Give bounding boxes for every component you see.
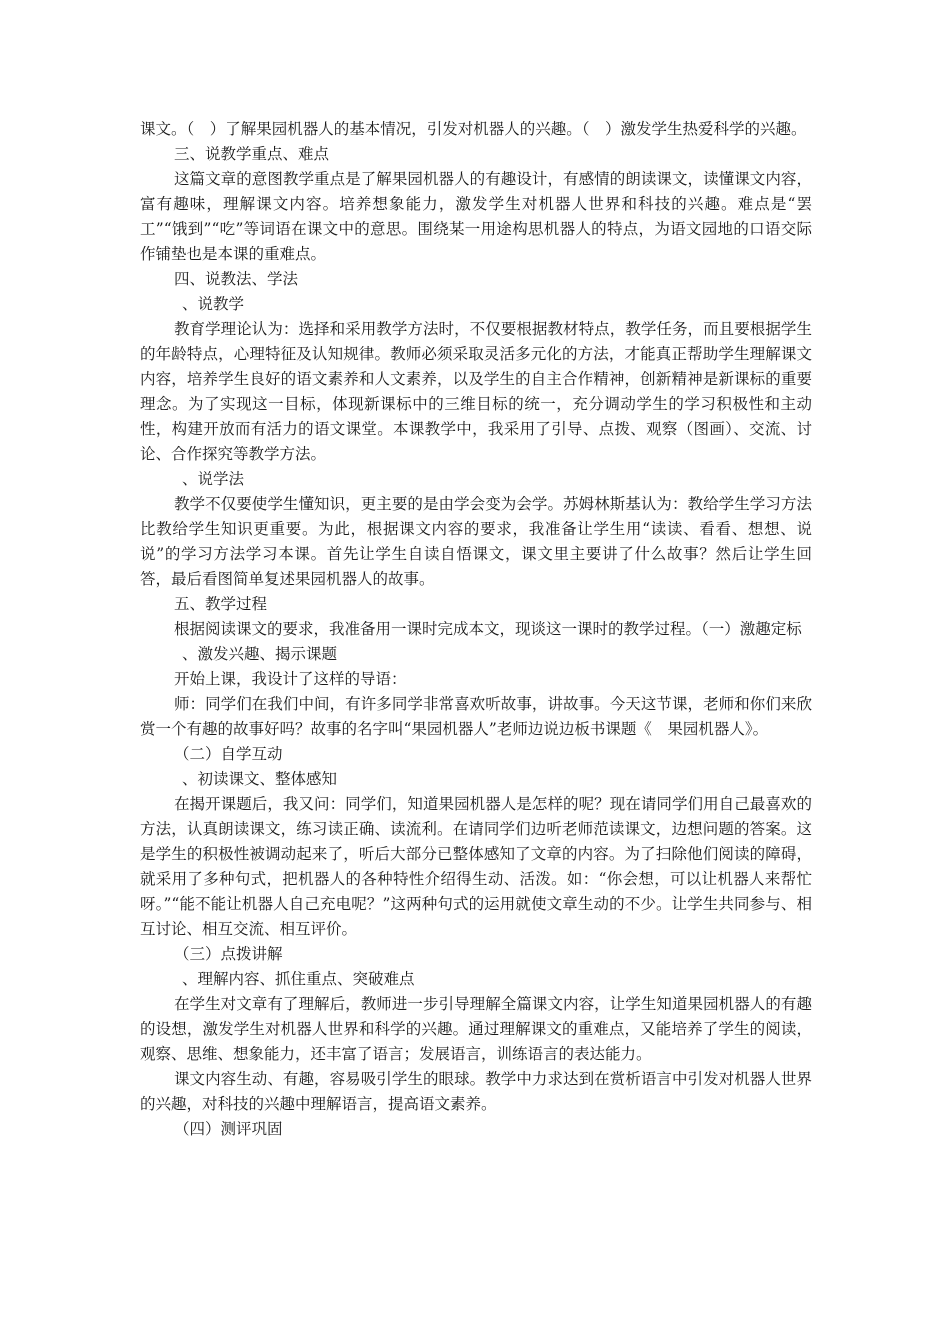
subheading-stimulate-interest: 、激发兴趣、揭示课题	[182, 645, 338, 663]
document-page	[140, 117, 812, 1142]
subheading-first-reading: 、初读课文、整体感知	[182, 770, 338, 788]
paragraph-understanding: 在学生对文章有了理解后，教师进一步引导理解全篇课文内容，让学生知道果园机器人的有趣的设想，激发学生对机器人世界和科学的兴趣。通过理解课文的重难点，又能培养了学生的阅读，观察、思维、想象能力，还丰富了语言；发展语言，训练语言的表达能力。	[140, 995, 812, 1063]
section-explanation: （三）点拨讲解	[174, 945, 283, 963]
section-self-study: （二）自学互动	[174, 745, 283, 763]
paragraph-first-reading: 在揭开课题后，我又问：同学们，知道果园机器人是怎样的呢？现在请同学们用自己最喜欢的方法，认真朗读课文，练习读正确、读流利。在请同学们边听老师范读课文，边想问题的答案。这是学生的积极性被调动起来了，听后大部分已整体感知了文章的内容。为了扫除他们阅读的障碍，就采用了多种句式，把机器人的各种特性介绍得生动、活泼。如：“你会想，可以让机器人来帮忙呀。”“能不能让机器人自己充电呢？”这两种句式的运用就使文章生动的不少。让学生共同参与、相互讨论、相互交流、相互评价。	[140, 795, 812, 938]
paragraph-teaching-methods: 教育学理论认为：选择和采用教学方法时，不仅要根据教材特点，教学任务，而且要根据学生的年龄特点，心理特征及认知规律。教师必须采取灵活多元化的方法，才能真正帮助学生理解课文内容，培养学生良好的语文素养和人文素养，以及学生的自主合作精神，创新精神是新课标的重要理念。为了实现这一目标，体现新课标中的三维目标的统一，充分调动学生的学习积极性和主动性，构建开放而有活力的语文课堂。本课教学中，我采用了引导、点拨、观察（图画）、交流、讨论、合作探究等教学方法。	[140, 320, 812, 463]
paragraph-process-intro: 根据阅读课文的要求，我准备用一课时完成本文，现谈这一课时的教学过程。（一）激趣定标	[174, 620, 802, 638]
subheading-teaching: 、说教学	[182, 295, 245, 313]
paragraph-key-points: 这篇文章的意图教学重点是了解果园机器人的有趣设计，有感情的朗读课文，读懂课文内容，富有趣味，理解课文内容。培养想象能力，激发学生对机器人世界和科技的兴趣。难点是“罢工”“饿到”“吃”等词语在课文中的意思。围绕某一用途构思机器人的特点，为语文园地的口语交际作铺垫也是本课的重难点。	[140, 170, 812, 263]
paragraph-vivid-content: 课文内容生动、有趣，容易吸引学生的眼球。教学中力求达到在赏析语言中引发对机器人世界的兴趣，对科技的兴趣中理解语言，提高语文素养。	[140, 1070, 812, 1113]
paragraph-lead-in: 开始上课，我设计了这样的导语：	[174, 670, 407, 688]
paragraph-teacher-speech: 师：同学们在我们中间，有许多同学非常喜欢听故事，讲故事。今天这节课，老师和你们来欣赏一个有趣的故事好吗？故事的名字叫“果园机器人”老师边说边板书课题《 果园机器人》。	[140, 695, 812, 738]
heading-process: 五、教学过程	[174, 595, 268, 613]
section-assessment: （四）测评巩固	[174, 1120, 283, 1138]
subheading-learning: 、说学法	[182, 470, 245, 488]
paragraph-intro-continuation: 课文。（ ）了解果园机器人的基本情况，引发对机器人的兴趣。（ ）激发学生热爱科学的兴趣。	[140, 120, 807, 138]
heading-key-difficult-points: 三、说教学重点、难点	[174, 145, 330, 163]
subheading-understand-content: 、理解内容、抓住重点、突破难点	[182, 970, 415, 988]
paragraph-learning-methods: 教学不仅要使学生懂知识，更主要的是由学会变为会学。苏姆林斯基认为：教给学生学习方法比教给学生知识更重要。为此，根据课文内容的要求，我准备让学生用“读读、看看、想想、说说”的学习方法学习本课。首先让学生自读自悟课文，课文里主要讲了什么故事？然后让学生回答，最后看图简单复述果园机器人的故事。	[140, 495, 812, 588]
heading-methods: 四、说教法、学法	[174, 270, 299, 288]
